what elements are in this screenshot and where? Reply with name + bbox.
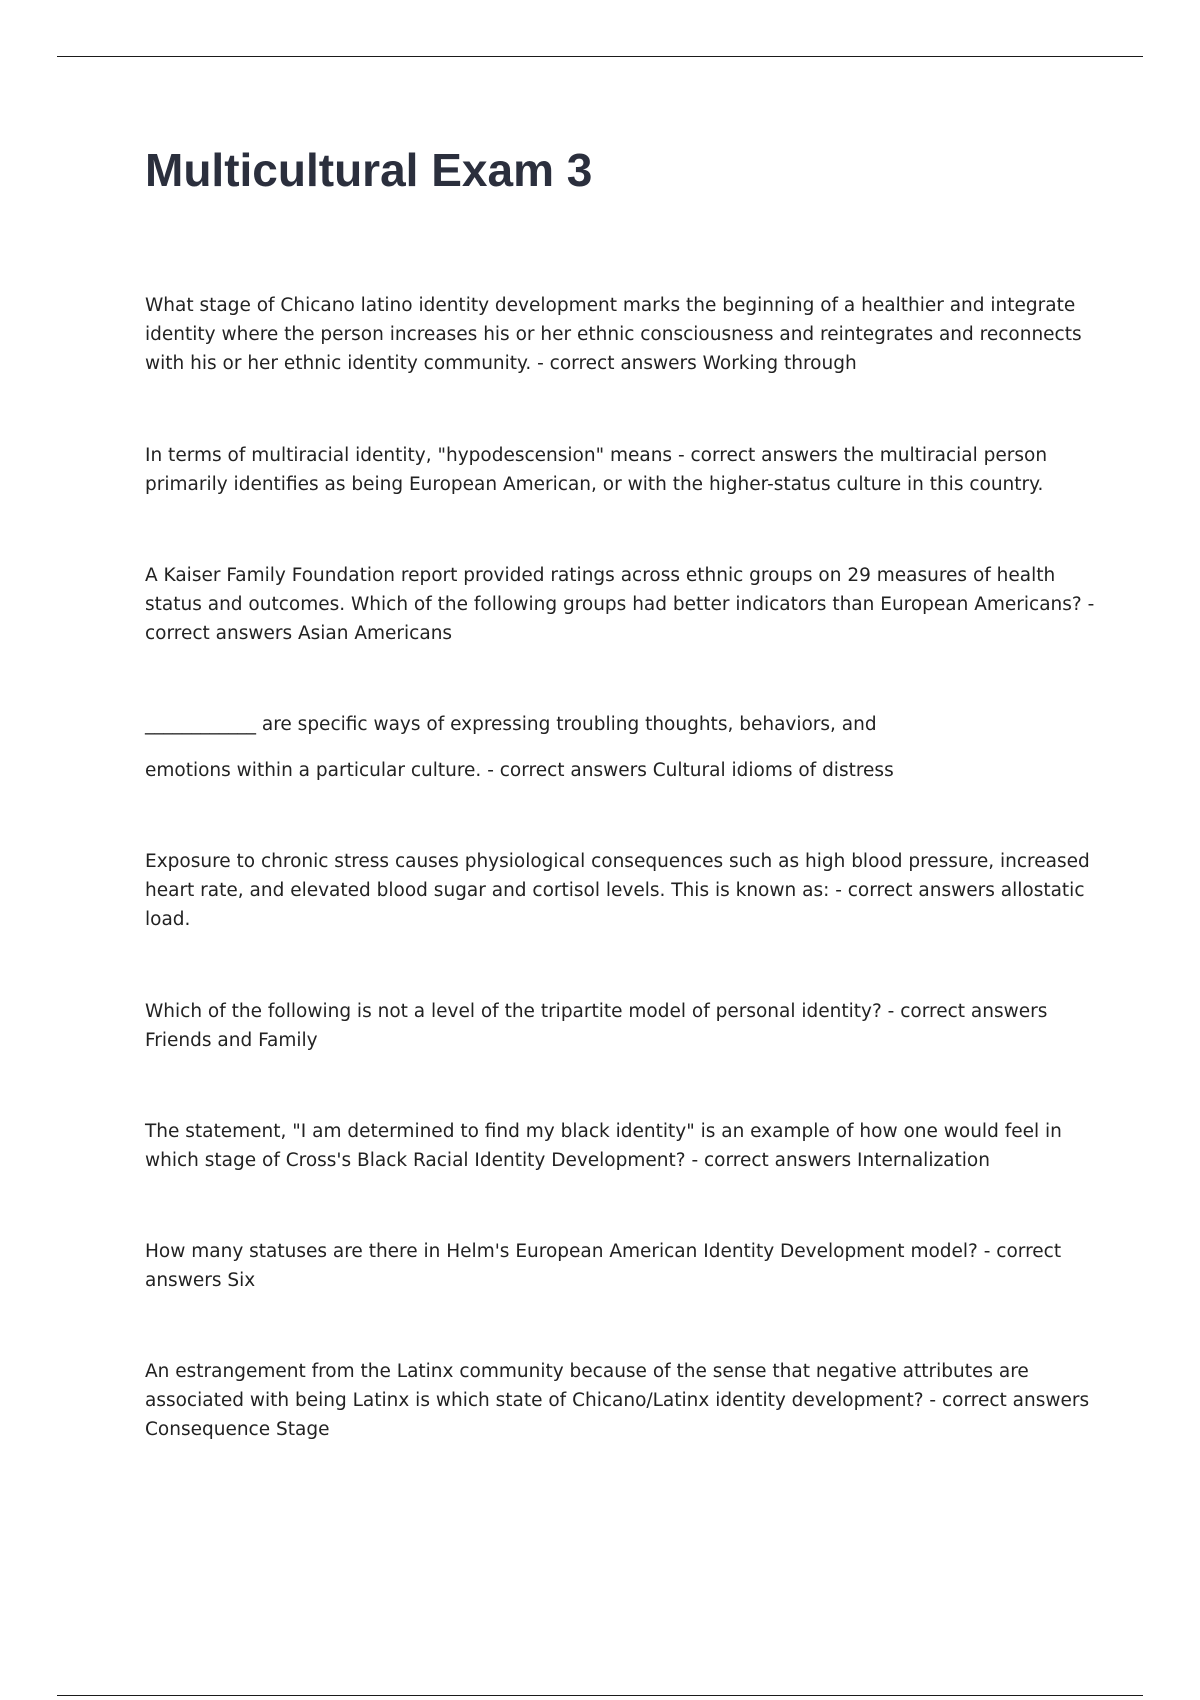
question-text-line1: ____________ are specific ways of expressing troubling thoughts, behaviors, and: [145, 714, 877, 735]
question-text: The statement, "I am determined to find my black identity" is an example of how one would feel in which stage of Cross's Black Racial Identity Development?: [145, 1121, 1062, 1171]
qa-item: [145, 847, 1095, 934]
answer-text: the multiracial person primarily identifies as being European American, or with the higher-status culture in this country.: [145, 445, 1048, 495]
question-continuation: [145, 756, 1095, 785]
qa-item: [145, 1357, 1095, 1444]
question-text: What stage of Chicano latino identity development marks the beginning of a healthier and integrate identity where the person increases his or her ethnic consciousness and reintegrates and reconnects with his or her ethnic identity community.: [145, 295, 1082, 374]
document-title: Multicultural Exam 3: [145, 144, 593, 196]
answer-separator: - correct answers: [145, 1241, 1062, 1291]
answer-separator: - correct answers: [481, 760, 653, 781]
qa-item: [145, 1117, 1095, 1175]
top-rule: [57, 56, 1143, 57]
bottom-rule: [57, 1695, 1143, 1696]
answer-text: Six: [227, 1270, 256, 1291]
qa-item: [145, 291, 1095, 378]
answer-separator: - correct answers: [145, 594, 1095, 644]
question-text: Exposure to chronic stress causes physiological consequences such as high blood pressure, increased heart rate, and elevated blood sugar and cortisol levels. This is known as:: [145, 851, 1090, 901]
qa-item: [145, 997, 1095, 1055]
question-text-line2: emotions within a particular culture.: [145, 760, 482, 781]
qa-item: [145, 561, 1095, 648]
answer-text: Consequence Stage: [145, 1419, 330, 1440]
question-text: An estrangement from the Latinx community because of the sense that negative attributes are associated with being Latinx is which state of Chicano/Latinx identity development?: [145, 1361, 1029, 1411]
qa-item: [145, 710, 1095, 785]
answer-text: allostatic load.: [145, 880, 1085, 930]
answer-separator: - correct answers: [672, 445, 844, 466]
qa-item: [145, 441, 1095, 499]
answer-separator: - correct answers: [881, 1001, 1048, 1022]
answer-text: Asian Americans: [298, 623, 453, 644]
answer-text: Internalization: [857, 1150, 990, 1171]
question-text: Which of the following is not a level of the tripartite model of personal identity?: [145, 1001, 882, 1022]
answer-separator: - correct answers: [685, 1150, 858, 1171]
answer-separator: - correct answers: [531, 353, 703, 374]
question-text: In terms of multiracial identity, "hypodescension" means: [145, 445, 673, 466]
answer-separator: - correct answers: [829, 880, 1001, 901]
qa-item: [145, 1237, 1095, 1295]
question-text: How many statuses are there in Helm's European American Identity Development model?: [145, 1241, 978, 1262]
answer-separator: - correct answers: [923, 1390, 1090, 1411]
question-text: A Kaiser Family Foundation report provided ratings across ethnic groups on 29 measures of health status and outcomes. Which of the following groups had better indicators than European Americans?: [145, 565, 1082, 615]
answer-text: Working through: [702, 353, 857, 374]
answer-text: Friends and Family: [145, 1030, 318, 1051]
answer-text: Cultural idioms of distress: [652, 760, 894, 781]
